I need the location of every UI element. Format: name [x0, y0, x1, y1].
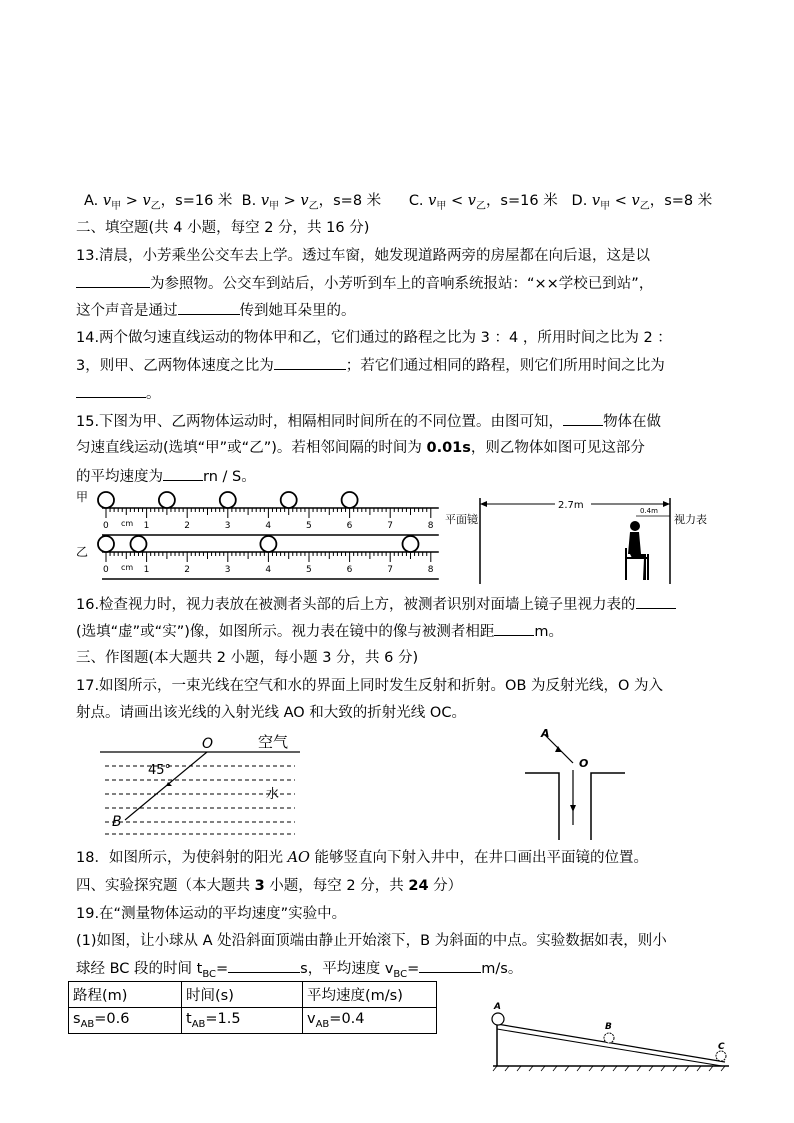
- mirror-figure: [440, 488, 730, 588]
- down-arrow-icon: [570, 805, 576, 812]
- table-header-cell: 平均速度(m/s): [303, 982, 437, 1008]
- ball-a-icon: [492, 1013, 504, 1025]
- ball-b-icon: [604, 1033, 614, 1043]
- table-header-cell: 时间(s): [182, 982, 303, 1008]
- ruler-yi-label: 乙: [76, 545, 89, 559]
- ruler-jia-label: 甲: [76, 490, 89, 504]
- q19-blank-speed[interactable]: [419, 958, 481, 973]
- well-right-wall: [591, 773, 625, 840]
- ruler-jia-tick-label: 1: [143, 521, 150, 531]
- water-label: 水: [266, 787, 280, 802]
- point-o-label: O: [579, 757, 589, 770]
- q16-line2: (选填“虚”或“实”)像，如图所示。视力表在镜中的像与被测者相距 m。: [76, 621, 563, 642]
- q17-line1: 17.如图所示，一束光线在空气和水的界面上同时发生反射和折射。OB 为反射光线，O 为入: [76, 678, 664, 694]
- ruler-jia-tick-label: 4: [265, 521, 272, 531]
- ruler-yi-ball: [260, 536, 276, 552]
- option-d: D. $v_甲 < v_乙$，s=8 米: [571, 193, 713, 212]
- ruler-yi-tick-label: 1: [143, 565, 150, 575]
- point-o-label: O: [202, 736, 214, 752]
- ruler-jia-tick-label: 3: [224, 521, 231, 531]
- ruler-yi-unit-label: cm: [121, 563, 134, 572]
- ruler-jia-tick-label: 8: [427, 521, 434, 531]
- ruler-jia-tick-label: 2: [184, 521, 190, 531]
- angle-label: 45°: [148, 763, 172, 778]
- table-row: [69, 1008, 437, 1034]
- point-b-label: B: [605, 1022, 612, 1032]
- q16-line1: 16.检查视力时，视力表放在被测者头部的后上方，被测者识别对面墙上镜子里视力表的: [76, 594, 676, 615]
- q13-line2: 为参照物。公交车到站后，小芳听到车上的音响系统报站：“××学校已到站”，: [76, 273, 653, 294]
- data-table: [68, 981, 437, 1034]
- ray-arrow-icon: [555, 746, 562, 752]
- option-a: A. $v_甲 > v_乙$，s=16 米: [84, 193, 233, 212]
- ruler-jia-ball: [98, 492, 114, 508]
- air-label: 空气: [258, 733, 289, 751]
- table-header-row: [69, 982, 437, 1008]
- ruler-jia-tick-label: 7: [387, 521, 393, 531]
- q18-line: 18．如图所示，为使斜射的阳光 AO 能够竖直向下射入井中，在井口画出平面镜的位置。: [76, 850, 649, 866]
- ruler-yi-tick-label: 0: [103, 565, 109, 575]
- water-figure: [100, 732, 310, 842]
- mirror-label: 平面镜: [445, 513, 478, 526]
- ruler-jia-tick-label: 6: [346, 521, 353, 531]
- well-left-wall: [525, 773, 559, 840]
- section4-title: 四、实验探究题（本大题共 3 小题，每空 2 分，共 24 分）: [76, 878, 463, 894]
- ruler-jia-unit-label: cm: [121, 519, 134, 528]
- ruler-yi-ball: [130, 536, 146, 552]
- q17-line2: 射点。请画出该光线的入射光线 AO 和大致的折射光线 OC。: [76, 705, 466, 721]
- ruler-yi-tick-label: 2: [184, 565, 190, 575]
- distance-label: 2.7m: [558, 500, 584, 511]
- ruler-jia-ball: [159, 492, 175, 508]
- q16-blank2[interactable]: [494, 621, 534, 636]
- q15-line3: 的平均速度为 rn / S。: [76, 466, 256, 487]
- q15-line2: 匀速直线运动(选填“甲”或“乙”)。若相邻间隔的时间为 0.01s，则乙物体如图可见这部分: [76, 440, 645, 456]
- ruler-jia-ball: [342, 492, 358, 508]
- q13-line1: 13.清晨，小芳乘坐公交车去上学。透过车窗，她发现道路两旁的房屋都在向后退，这是以: [76, 248, 651, 264]
- section3-title: 三、作图题(本大题共 2 小题，每小题 3 分，共 6 分): [76, 650, 419, 666]
- q16-blank1[interactable]: [636, 594, 676, 609]
- table-header-cell: 路程(m): [69, 982, 182, 1008]
- person-icon: [626, 521, 648, 580]
- section2-title: 二、填空题(共 4 小题，每空 2 分，共 16 分): [76, 220, 370, 236]
- ball-c-icon: [716, 1051, 726, 1061]
- ruler-yi: [98, 536, 439, 579]
- incline-figure: [485, 1000, 735, 1075]
- q14-line3: 。: [76, 383, 161, 404]
- q19-p1-line2: 球经 BC 段的时间 $t_{BC}= s$，平均速度 $v_{BC}= m/s$。: [76, 958, 522, 985]
- option-c: C. $v_甲 < v_乙$，s=16 米: [408, 193, 558, 212]
- ruler-jia-ball: [220, 492, 236, 508]
- ruler-yi-tick-label: 5: [306, 565, 312, 575]
- ruler-yi-tick-label: 7: [387, 565, 393, 575]
- well-figure: [525, 725, 635, 845]
- ruler-yi-ball: [403, 536, 419, 552]
- ruler-jia-tick-label: 0: [103, 521, 109, 531]
- ruler-jia-ball: [281, 492, 297, 508]
- table-cell: $v_{AB}=0.4$: [303, 1008, 437, 1034]
- ruler-yi-tick-label: 8: [427, 565, 434, 575]
- q14-line1: 14.两个做匀速直线运动的物体甲和乙，它们通过的路程之比为 3 ：4 ，所用时间之比为 2 ：: [76, 330, 672, 346]
- chart-label: 视力表: [674, 513, 707, 526]
- table-cell: $s_{AB}=0.6$: [69, 1008, 182, 1034]
- ruler-jia: [98, 492, 439, 535]
- point-a-label: A: [494, 1002, 501, 1012]
- ruler-yi-tick-label: 4: [265, 565, 272, 575]
- small-distance-label: 0.4m: [640, 507, 658, 515]
- point-c-label: C: [718, 1042, 725, 1052]
- option-b: B. $v_甲 > v_乙$，s=8 米: [241, 193, 382, 212]
- point-b-label: B: [112, 814, 122, 830]
- arrow-left-icon: [480, 501, 487, 507]
- ray-arrow-icon: [166, 782, 172, 786]
- ruler-jia-tick-label: 5: [306, 521, 312, 531]
- ruler-yi-tick-label: 3: [224, 565, 231, 575]
- q15-line1: 15.下图为甲、乙两物体运动时，相隔相同时间所在的不同位置。由图可知， 物体在做: [76, 411, 661, 432]
- point-a-label: A: [541, 727, 550, 740]
- q19-p1-line1: (1)如图，让小球从 A 处沿斜面顶端由静止开始滚下，B 为斜面的中点。实验数据如表，则小: [76, 933, 667, 949]
- q19-title: 19.在“测量物体运动的平均速度”实验中。: [76, 906, 347, 922]
- ruler-yi-tick-label: 6: [346, 565, 353, 575]
- q13-line3: 这个声音是通过 传到她耳朵里的。: [76, 300, 356, 321]
- q19-blank-time[interactable]: [228, 958, 300, 973]
- q14-line2: 3，则甲、乙两物体速度之比为 ；若它们通过相同的路程，则它们所用时间之比为: [76, 355, 665, 376]
- arrow-right-icon: [663, 501, 670, 507]
- table-cell: $t_{AB}=1.5$: [182, 1008, 303, 1034]
- ruler-yi-ball: [98, 536, 114, 552]
